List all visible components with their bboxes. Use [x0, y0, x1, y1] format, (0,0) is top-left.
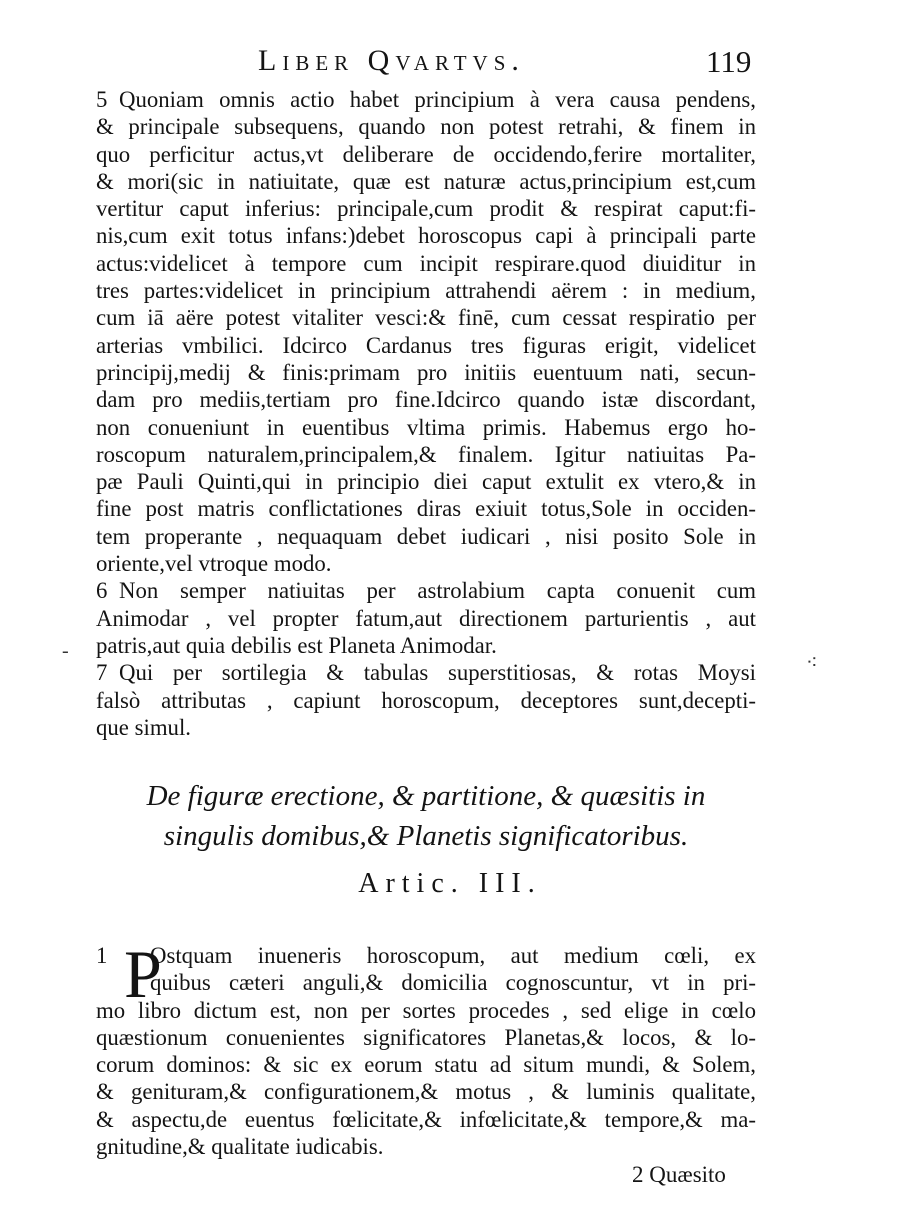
text-line [96, 605, 756, 632]
text-line [96, 1106, 756, 1133]
line-text: quo perficitur actus,vt deliberare de occidendo,ferire mortaliter, [96, 141, 756, 167]
line-text: patris,aut quia debilis est Planeta Animodar. [96, 632, 497, 658]
line-text: gnitudine,& qualitate iudicabis. [96, 1134, 384, 1160]
text-line [96, 414, 756, 441]
section-heading-line-1: De figuræ erectione, & partitione, & quæsitis in [146, 780, 706, 812]
line-text: dam pro mediis,tertiam pro fine.Idcirco quando istæ discordant, [96, 387, 756, 413]
line-text: falsò attributas , capiunt horoscopum, deceptores sunt,decepti- [96, 687, 756, 713]
text-line [96, 632, 756, 659]
drop-cap: P [124, 936, 162, 1012]
line-text: Quoniam omnis actio habet principium à vera causa pendens, [119, 87, 756, 112]
text-line [96, 969, 756, 996]
line-text: non conueniunt in euentibus vltima primis. Habemus ergo ho- [96, 414, 756, 440]
text-line [96, 1024, 756, 1051]
line-text: cum iā aëre potest vitaliter vesci:& finē, cum cessat respiratio per [96, 305, 756, 331]
line-text: Ostquam inueneris horoscopum, aut medium cœli, ex [150, 943, 756, 968]
line-text: quæstionum conuenientes significatores Planetas,& locos, & lo- [96, 1024, 756, 1050]
text-line [96, 1051, 756, 1078]
text-line [96, 277, 756, 304]
line-text: pæ Pauli Quinti,qui in principio diei caput extulit ex vtero,& in [96, 469, 756, 495]
line-text: & mori(sic in natiuitate, quæ est naturæ actus,principium est,cum [96, 168, 756, 194]
text-line [96, 1133, 756, 1160]
catchword: 2 Quæsito [632, 1162, 726, 1187]
paragraph-block-5-7 [96, 86, 756, 741]
line-text: Non semper natiuitas per astrolabium capta conuenit cum [119, 578, 756, 604]
section-heading-line-2: singulis domibus,& Planetis significatoribus. [163, 820, 689, 852]
line-text: Qui per sortilegia & tabulas superstitiosas, & rotas Moysi [119, 660, 756, 686]
line-text: roscopum naturalem,principalem,& finalem. Igitur natiuitas Pa- [96, 441, 756, 467]
article-label: Artic. III. [358, 868, 542, 899]
line-text: & principale subsequens, quando non potest retrahi, & finem in [96, 114, 756, 140]
text-line [96, 1078, 756, 1105]
page-header [0, 44, 900, 84]
line-text: Animodar , vel propter fatum,aut directionem parturientis , aut [96, 605, 756, 631]
line-text: principij,medij & finis:primam pro initiis euentuum nati, secun- [96, 359, 756, 385]
text-line [96, 495, 756, 522]
line-text: oriente,vel vtroque modo. [96, 551, 332, 577]
text-line [96, 997, 756, 1024]
text-line [96, 86, 756, 113]
text-line [96, 942, 756, 969]
section-heading [96, 776, 756, 856]
line-text: fine post matris conflictationes diras exiuit totus,Sole in occiden- [96, 496, 756, 522]
text-line [96, 468, 756, 495]
line-text: tres partes:videlicet in principium attrahendi aërem : in medium, [96, 278, 756, 304]
paragraph-number: 6 [96, 578, 108, 604]
line-text: tem properante , nequaquam debet iudicari , nisi posito Sole in [96, 523, 756, 549]
line-text: que simul. [96, 714, 191, 740]
text-line [96, 141, 756, 168]
text-line [96, 332, 756, 359]
line-text: vertitur caput inferius: principale,cum prodit & respirat caput:fi- [96, 196, 756, 222]
line-text: corum dominos: & sic ex eorum statu ad situm mundi, & Solem, [96, 1052, 756, 1078]
text-line [96, 195, 756, 222]
text-line [96, 168, 756, 195]
running-title: Liber Qvartvs. [258, 44, 525, 77]
right-margin-mark: ⁖ [806, 652, 818, 674]
text-line [96, 523, 756, 550]
page-number: 119 [706, 44, 752, 79]
paragraph-number: 7 [96, 660, 108, 686]
paragraph-number: 5 [96, 87, 108, 112]
line-text: actus:videlicet à tempore cum incipit respirare.quod diuiditur in [96, 250, 756, 276]
text-line [96, 222, 756, 249]
text-line [96, 687, 756, 714]
text-line [96, 550, 756, 577]
line-text: & aspectu,de euentus fœlicitate,& infœlicitate,& tempore,& ma- [96, 1106, 756, 1132]
text-line [96, 359, 756, 386]
text-line [96, 304, 756, 331]
line-text: & genituram,& configurationem,& motus , & luminis qualitate, [96, 1079, 756, 1105]
line-text: mo libro dictum est, non per sortes procedes , sed elige in cœlo [96, 997, 756, 1023]
text-line [96, 113, 756, 140]
text-line [96, 386, 756, 413]
text-line [96, 659, 756, 686]
text-line [96, 441, 756, 468]
left-margin-mark: - [62, 640, 69, 662]
text-line [96, 577, 756, 604]
line-text: nis,cum exit totus infans:)debet horoscopus capi à principali parte [96, 223, 756, 249]
line-text: arterias vmbilici. Idcirco Cardanus tres figuras erigit, videlicet [96, 332, 756, 358]
line-text: quibus cæteri anguli,& domicilia cognoscuntur, vt in pri- [150, 970, 756, 996]
paragraph-block-1 [96, 936, 756, 1160]
paragraph-number: 1 [96, 943, 108, 968]
text-line [96, 250, 756, 277]
text-line [96, 714, 756, 741]
